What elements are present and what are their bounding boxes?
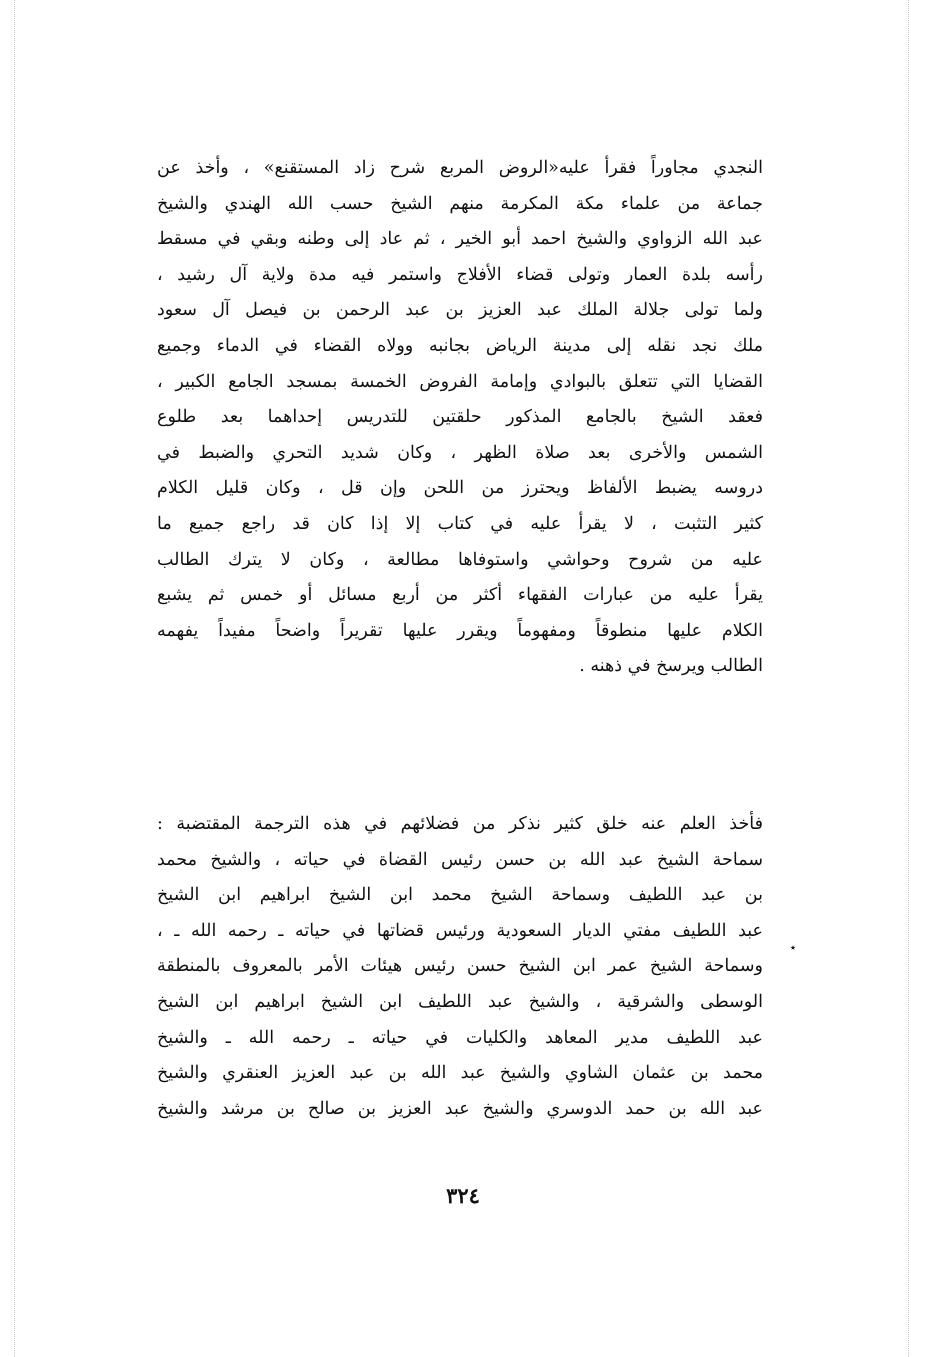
scan-edge-left bbox=[14, 0, 15, 1357]
text-line: النجدي مجاوراً فقرأ عليه«الروض المربع شرح زاد المستقنع» ، وأخذ عن bbox=[157, 158, 763, 178]
text-line: عبد الله بن حمد الدوسري والشيخ عبد العزيز بن صالح بن مرشد والشيخ bbox=[157, 1098, 763, 1119]
text-line: عبد اللطيف مفتي الديار السعودية ورئيس قضاتها في حياته ـ رحمه الله ـ ، bbox=[157, 920, 763, 941]
text-line: الكلام عليها منطوقاً ومفهوماً ويقرر عليها تقريراً واضحاً مفيداً يفهمه bbox=[157, 620, 763, 641]
text-line: ملك نجد نقله إلى مدينة الرياض بجانبه وولاه القضاء في الدماء وجميع bbox=[157, 335, 763, 356]
scan-edge-right bbox=[908, 0, 909, 1357]
text-line: عليه من شروح وحواشي واستوفاها مطالعة ، وكان لا يترك الطالب bbox=[157, 549, 763, 570]
text-line: فعقد الشيخ بالجامع المذكور حلقتين للتدريس إحداهما بعد طلوع bbox=[157, 407, 763, 428]
text-line: القضايا التي تتعلق بالبوادي وإمامة الفروض الخمسة بمسجد الجامع الكبير ، bbox=[157, 371, 763, 392]
page-number: ٣٢٤ bbox=[446, 1183, 480, 1208]
text-line: سماحة الشيخ عبد الله بن حسن رئيس القضاة في حياته ، والشيخ محمد bbox=[157, 849, 763, 870]
text-line: دروسه يضبط الألفاظ ويحترز من اللحن وإن قل ، وكان قليل الكلام bbox=[157, 478, 763, 499]
text-line: عبد الله الزواوي والشيخ احمد أبو الخير ، ثم عاد إلى وطنه وبقي في مسقط bbox=[157, 229, 763, 250]
text-line: الطالب ويرسخ في ذهنه . bbox=[579, 656, 763, 677]
paragraph-1 bbox=[157, 151, 763, 685]
text-line: الوسطى والشرقية ، والشيخ عبد اللطيف ابن الشيخ ابراهيم ابن الشيخ bbox=[157, 991, 763, 1012]
margin-mark: ٭ bbox=[790, 941, 796, 954]
text-line: بن عبد اللطيف وسماحة الشيخ محمد ابن الشيخ ابراهيم ابن الشيخ bbox=[157, 885, 763, 906]
paragraph-2 bbox=[157, 807, 763, 1127]
text-line: عبد اللطيف مدير المعاهد والكليات في حياته ـ رحمه الله ـ والشيخ bbox=[157, 1027, 763, 1048]
text-line: ولما تولى جلالة الملك عبد العزيز بن عبد الرحمن بن فيصل آل سعود bbox=[157, 300, 763, 321]
text-line: وسماحة الشيخ عمر ابن الشيخ حسن رئيس هيئات الأمر بالمعروف بالمنطقة bbox=[157, 956, 763, 977]
text-line: فأخذ العلم عنه خلق كثير نذكر من فضلائهم في هذه الترجمة المقتضبة : bbox=[157, 814, 763, 834]
text-line: محمد بن عثمان الشاوي والشيخ عبد الله بن عبد العزيز العنقري والشيخ bbox=[157, 1063, 763, 1084]
text-line: يقرأ عليه من عبارات الفقهاء أكثر من أربع مسائل أو خمس ثم يشبع bbox=[157, 585, 763, 606]
text-line: كثير التثبت ، لا يقرأ عليه في كتاب إلا إذا كان قد راجع جميع ما bbox=[157, 513, 763, 534]
text-line: الشمس والأخرى بعد صلاة الظهر ، وكان شديد التحري والضبط في bbox=[157, 442, 763, 463]
text-line: رأسه بلدة العمار وتولى قضاء الأفلاج واستمر فيه مدة ولاية آل رشيد ، bbox=[157, 264, 763, 285]
text-line: جماعة من علماء مكة المكرمة منهم الشيخ حسب الله الهندي والشيخ bbox=[157, 193, 763, 214]
